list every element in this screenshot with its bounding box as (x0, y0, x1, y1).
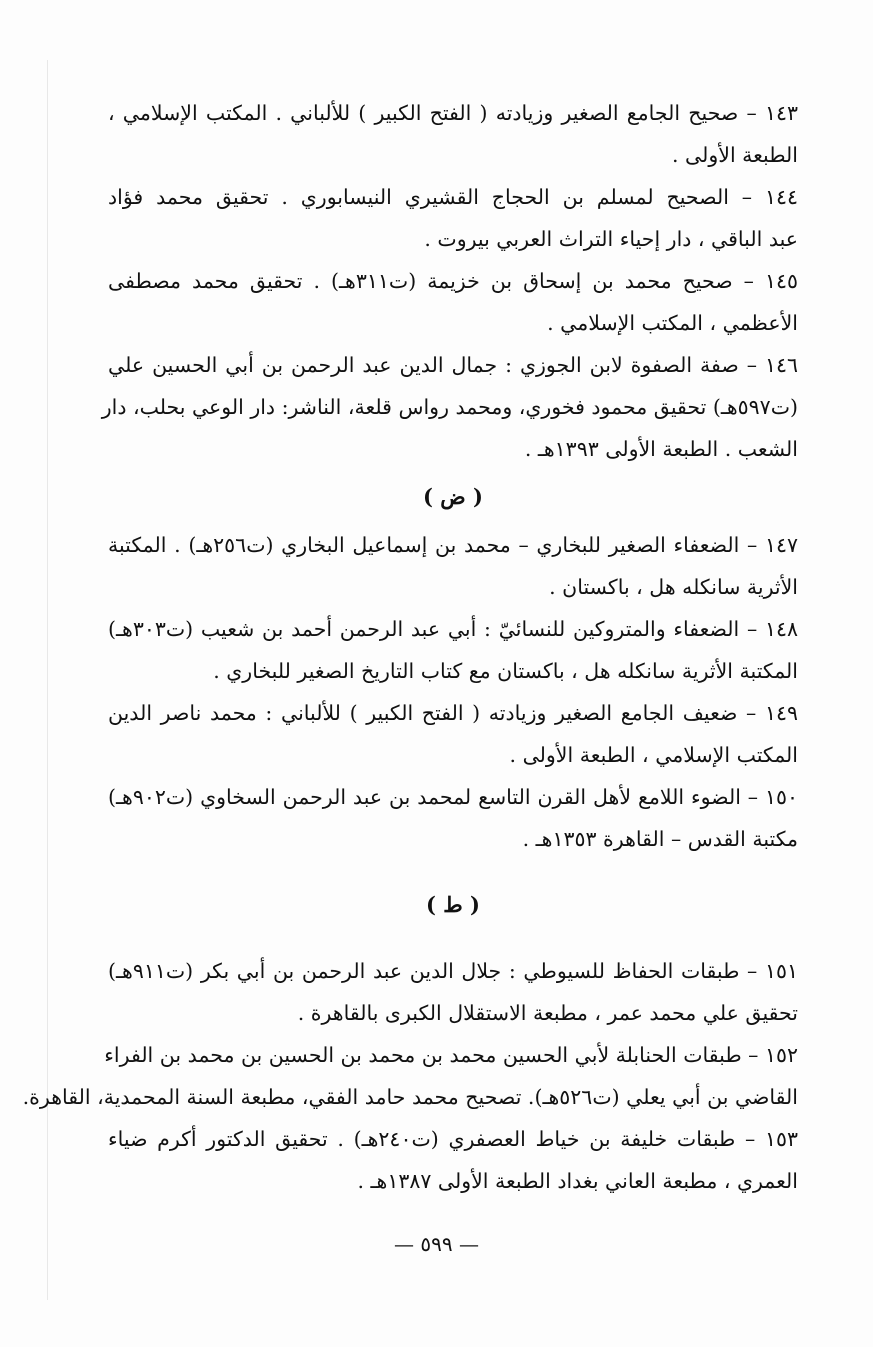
section-sad-entries (101, 92, 798, 470)
entry-line: ١٥٣ – طبقات خليفة بن خياط العصفري (ت٢٤٠هـ) . تحقيق الدكتور أكرم ضياء (108, 1127, 798, 1151)
entry-line: ١٤٧ – الضعفاء الصغير للبخاري – محمد بن إسماعيل البخاري (ت٢٥٦هـ) . المكتبة (108, 533, 798, 557)
entry-line: ١٤٣ – صحيح الجامع الصغير وزيادته ( الفتح الكبير ) للألباني . المكتب الإسلامي ، (108, 101, 798, 125)
section-heading-dad: ( ض ) (423, 484, 483, 509)
entry-line: عبد الباقي ، دار إحياء التراث العربي بيروت . (424, 227, 798, 251)
entry-line: ١٤٤ – الصحيح لمسلم بن الحجاج القشيري النيسابوري . تحقيق محمد فؤاد (108, 185, 798, 209)
bibliography-entry (108, 692, 798, 776)
entry-line: ١٤٥ – صحيح محمد بن إسحاق بن خزيمة (ت٣١١هـ) . تحقيق محمد مصطفى (108, 269, 798, 293)
section-heading-ta: ( ط ) (426, 892, 480, 917)
entry-line: (ت٥٩٧هـ) تحقيق محمود فخوري، ومحمد رواس قلعة، الناشر: دار الوعي بحلب، دار (101, 395, 798, 419)
bibliography-entry (108, 260, 798, 344)
entry-line: ١٤٦ – صفة الصفوة لابن الجوزي : جمال الدين عبد الرحمن بن أبي الحسين علي (108, 353, 798, 377)
bibliography-entry (108, 1118, 798, 1202)
bibliography-entry (108, 776, 798, 860)
bibliography-entry (101, 344, 798, 470)
entry-line: العمري ، مطبعة العاني بغداد الطبعة الأولى ١٣٨٧هـ . (357, 1169, 798, 1193)
section-ta-entries (22, 950, 798, 1202)
entry-line: ١٤٨ – الضعفاء والمتروكين للنسائيّ : أبي عبد الرحمن أحمد بن شعيب (ت٣٠٣هـ) (108, 617, 798, 641)
bibliography-entry (108, 92, 798, 176)
entry-line: الأثرية سانكله هل ، باكستان . (549, 575, 798, 599)
entry-line: ١٥١ – طبقات الحفاظ للسيوطي : جلال الدين عبد الرحمن بن أبي بكر (ت٩١١هـ) (108, 959, 798, 983)
page-number: — ٥٩٩ — (394, 1232, 479, 1256)
entry-line: ١٥٠ – الضوء اللامع لأهل القرن التاسع لمحمد بن عبد الرحمن السخاوي (ت٩٠٢هـ) (108, 785, 798, 809)
entry-line: ١٤٩ – ضعيف الجامع الصغير وزيادته ( الفتح الكبير ) للألباني : محمد ناصر الدين (108, 701, 798, 725)
section-dad-entries (108, 524, 798, 860)
bibliography-content (22, 92, 798, 1202)
entry-line: القاضي بن أبي يعلي (ت٥٢٦هـ). تصحيح محمد حامد الفقي، مطبعة السنة المحمدية، القاهرة. (22, 1085, 798, 1109)
bibliography-entry (108, 950, 798, 1034)
entry-line: ١٥٢ – طبقات الحنابلة لأبي الحسين محمد بن محمد بن الحسين بن محمد بن الفراء (104, 1043, 798, 1067)
bibliography-entry (108, 176, 798, 260)
bibliography-entry (108, 608, 798, 692)
entry-line: تحقيق علي محمد عمر ، مطبعة الاستقلال الكبرى بالقاهرة . (297, 1001, 798, 1025)
entry-line: الشعب . الطبعة الأولى ١٣٩٣هـ . (524, 437, 798, 461)
entry-line: الأعظمي ، المكتب الإسلامي . (547, 311, 798, 335)
bibliography-entry (22, 1034, 798, 1118)
entry-line: مكتبة القدس – القاهرة ١٣٥٣هـ . (522, 827, 798, 851)
entry-line: المكتب الإسلامي ، الطبعة الأولى . (509, 743, 798, 767)
entry-line: المكتبة الأثرية سانكله هل ، باكستان مع كتاب التاريخ الصغير للبخاري . (213, 659, 798, 683)
entry-line: الطبعة الأولى . (672, 143, 798, 167)
bibliography-entry (108, 524, 798, 608)
